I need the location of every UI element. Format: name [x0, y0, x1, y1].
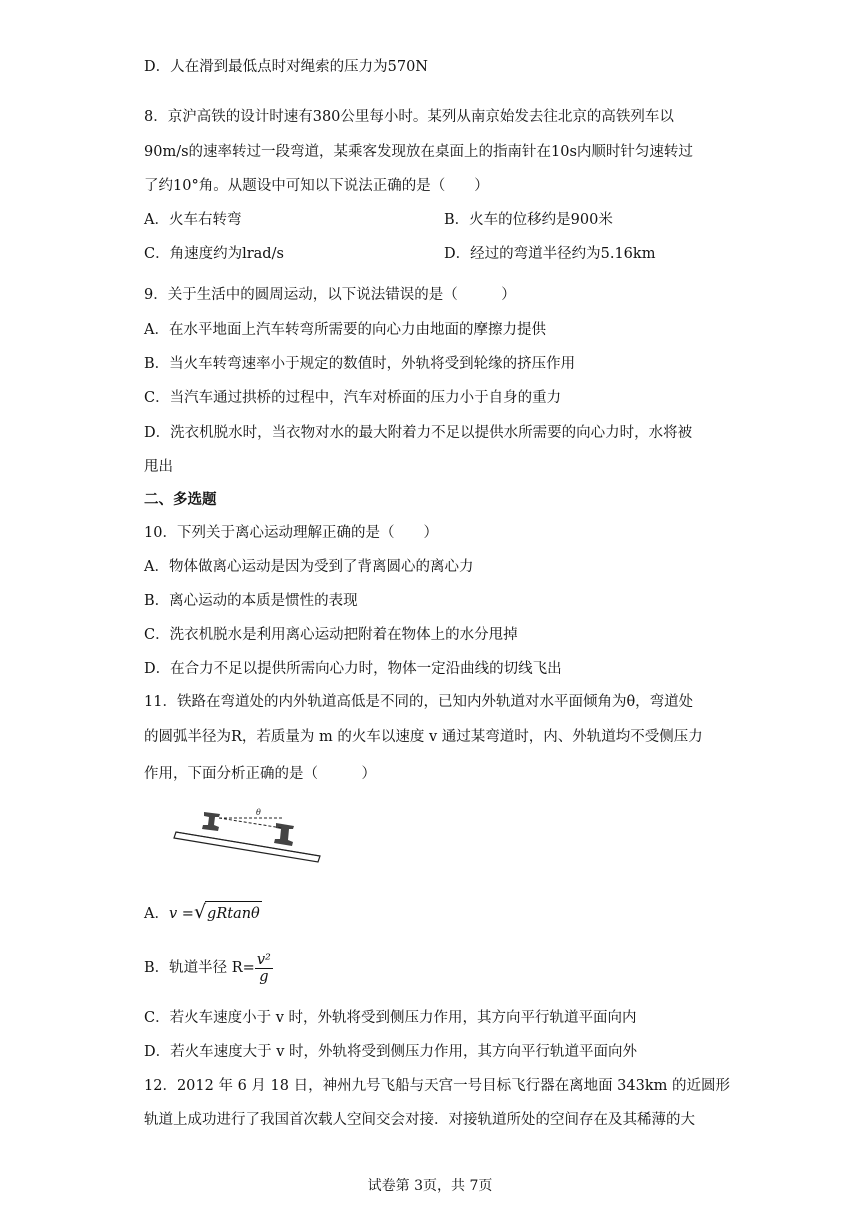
- q9-option-c: C．当汽车通过拱桥的过程中，汽车对桥面的压力小于自身的重力: [144, 390, 562, 406]
- q8-stem-line-1: 8．京沪高铁的设计时速有380公里每小时。某列从南京始发去往北京的高铁列车以: [144, 109, 674, 125]
- q10-option-d: D．在合力不足以提供所需向心力时，物体一定沿曲线的切线飞出: [144, 661, 562, 677]
- rail-tilt-diagram: [172, 806, 322, 864]
- q8-option-d: D．经过的弯道半径约为5.16km: [444, 246, 656, 262]
- q11-option-d: D．若火车速度大于 v 时，外轨将受到侧压力作用，其方向平行轨道平面向外: [144, 1044, 638, 1060]
- q9-stem: 9．关于生活中的圆周运动，以下说法错误的是（ ）: [144, 287, 516, 303]
- q8-option-c: C．角速度约为lrad/s: [144, 246, 284, 262]
- q11-stem-line-2: 的圆弧半径为R，若质量为 m 的火车以速度 v 通过某弯道时，内、外轨道均不受侧压力: [144, 729, 703, 745]
- section-title-multiple-choice: 二、多选题: [144, 491, 217, 508]
- q11-option-a-prefix: A．: [144, 906, 169, 922]
- q8-option-b: B．火车的位移约是900米: [444, 212, 613, 228]
- q11-option-b: [144, 948, 273, 988]
- rail-bed: [174, 832, 320, 862]
- theta-label: θ: [256, 808, 261, 817]
- q8-options-row-2: [144, 244, 656, 264]
- q8-stem-line-2: 90m/s的速率转过一段弯道，某乘客发现放在桌面上的指南针在10s内顺时针匀速转过: [144, 144, 693, 160]
- sqrt-symbol: √: [193, 901, 207, 923]
- q11-stem-line-3: 作用，下面分析正确的是（ ）: [144, 766, 376, 782]
- q9-option-a: A．在水平地面上汽车转弯所需要的向心力由地面的摩擦力提供: [144, 322, 546, 338]
- q11-option-b-numerator: v²: [256, 951, 271, 968]
- q11-option-b-prefix: B．轨道半径 R=: [144, 960, 255, 976]
- q10-option-c: C．洗衣机脱水是利用离心运动把附着在物体上的水分甩掉: [144, 627, 518, 643]
- q9-option-d-line-2: 甩出: [144, 459, 173, 475]
- q11-option-a-lhs: v =: [168, 906, 194, 922]
- q11-option-a-radicand: gRtanθ: [205, 901, 262, 926]
- q11-option-b-denominator: g: [259, 968, 269, 985]
- q10-stem: 10．下列关于离心运动理解正确的是（ ）: [144, 525, 438, 541]
- page-footer: 试卷第 3页，共 7页: [367, 1178, 493, 1194]
- q11-option-c: C．若火车速度小于 v 时，外轨将受到侧压力作用，其方向平行轨道平面向内: [144, 1010, 637, 1026]
- q8-option-a: A．火车右转弯: [144, 212, 242, 228]
- q7-option-d: D．人在滑到最低点时对绳索的压力为570N: [144, 59, 428, 75]
- q8-stem-line-3: 了约10°角。从题设中可知以下说法正确的是（ ）: [144, 178, 489, 194]
- q11-stem-line-1: 11．铁路在弯道处的内外轨道高低是不同的，已知内外轨道对水平面倾角为θ，弯道处: [144, 694, 694, 710]
- q12-stem-line-1: 12．2012 年 6 月 18 日，神州九号飞船与天宫一号目标飞行器在离地面 343km 的近圆形: [144, 1078, 731, 1094]
- q8-options-row-1: [144, 210, 613, 230]
- q10-option-a: A．物体做离心运动是因为受到了背离圆心的离心力: [144, 559, 474, 575]
- inner-rail: [202, 812, 220, 831]
- q12-stem-line-2: 轨道上成功进行了我国首次载人空间交会对接．对接轨道所处的空间存在及其稀薄的大: [144, 1112, 695, 1128]
- q11-option-a: [144, 900, 262, 926]
- q9-option-b: B．当火车转弯速率小于规定的数值时，外轨将受到轮缘的挤压作用: [144, 356, 576, 372]
- q9-option-d-line-1: D．洗衣机脱水时，当衣物对水的最大附着力不足以提供水所需要的向心力时，水将被: [144, 425, 693, 441]
- q11-option-b-fraction: [255, 952, 273, 985]
- q10-option-b: B．离心运动的本质是惯性的表现: [144, 593, 358, 609]
- outer-rail: [274, 823, 294, 846]
